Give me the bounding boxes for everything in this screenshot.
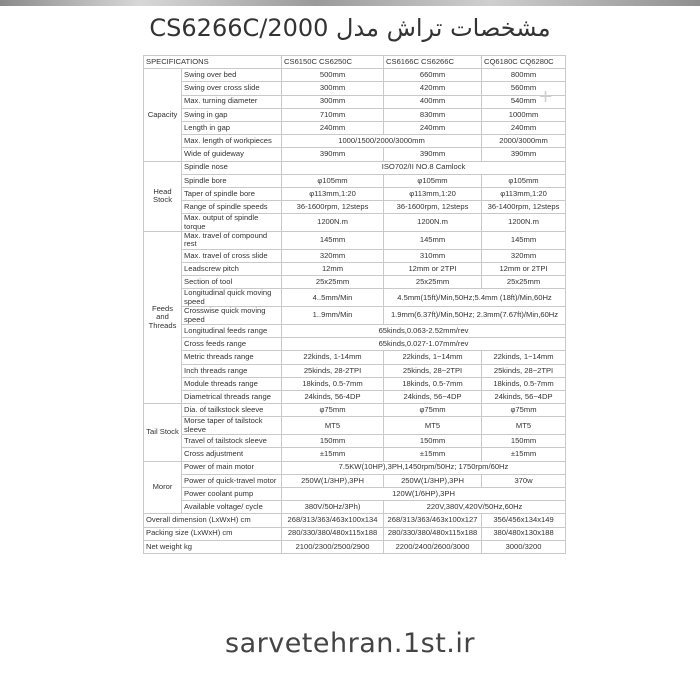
value-cell: 310mm (384, 249, 482, 262)
row-label: Available voltage/ cycle (182, 501, 282, 514)
value-cell: 25kinds, 28-2TPI (282, 364, 384, 377)
value-cell: 36-1600rpm, 12steps (282, 201, 384, 214)
value-cell: 24kinds, 56~4DP (482, 391, 566, 404)
value-cell: 356/456x134x149 (482, 514, 566, 527)
row-label: Inch threads range (182, 364, 282, 377)
table-row (144, 351, 566, 364)
table-header-row (144, 56, 566, 69)
value-cell: MT5 (482, 417, 566, 435)
value-cell: 2200/2400/2600/3000 (384, 540, 482, 553)
table-row (144, 391, 566, 404)
row-label: Diametrical threads range (182, 391, 282, 404)
value-cell: 390mm (482, 148, 566, 161)
value-cell: 300mm (282, 95, 384, 108)
row-label: Cross adjustment (182, 448, 282, 461)
spec-table-body (144, 56, 566, 554)
row-label: Power of main motor (182, 461, 282, 474)
row-label: Packing size (LxWxH) cm (144, 527, 282, 540)
value-cell: φ105mm (384, 174, 482, 187)
row-label: Max. output of spindle torque (182, 214, 282, 232)
value-cell: 22kinds, 1~14mm (482, 351, 566, 364)
value-cell: 145mm (384, 232, 482, 250)
value-cell: φ75mm (482, 404, 566, 417)
table-row (144, 69, 566, 82)
value-cell: 145mm (482, 232, 566, 250)
value-cell: 390mm (384, 148, 482, 161)
table-row (144, 289, 566, 307)
value-cell: 7.5KW(10HP),3PH,1450rpm/50Hz; 1750rpm/60Hz (282, 461, 566, 474)
group-label: Capacity (144, 69, 182, 161)
value-cell: φ113mm,1:20 (384, 187, 482, 200)
value-cell: 300mm (282, 82, 384, 95)
value-cell: ±15mm (482, 448, 566, 461)
value-cell: 2100/2300/2500/2900 (282, 540, 384, 553)
table-row (144, 435, 566, 448)
row-label: Spindle bore (182, 174, 282, 187)
table-row (144, 148, 566, 161)
value-cell: φ105mm (282, 174, 384, 187)
value-cell: 280/330/380/480x115x188 (384, 527, 482, 540)
value-cell: 660mm (384, 69, 482, 82)
value-cell: 370w (482, 474, 566, 487)
row-label: Longitudinal quick moving speed (182, 289, 282, 307)
value-cell: 12mm or 2TPI (482, 263, 566, 276)
value-cell: 25x25mm (282, 276, 384, 289)
value-cell: 250W(1/3HP),3PH (282, 474, 384, 487)
table-row (144, 448, 566, 461)
table-row (144, 108, 566, 121)
value-cell: 1000mm (482, 108, 566, 121)
value-cell: 25kinds, 28~2TPI (482, 364, 566, 377)
value-cell: 150mm (282, 435, 384, 448)
value-cell: 268/313/363/463x100x134 (282, 514, 384, 527)
value-cell: 25x25mm (482, 276, 566, 289)
value-cell: 250W(1/3HP),3PH (384, 474, 482, 487)
value-cell: 320mm (282, 249, 384, 262)
value-cell: 2000/3000mm (482, 135, 566, 148)
value-cell: 380/480x130x188 (482, 527, 566, 540)
value-cell: 22kinds, 1-14mm (282, 351, 384, 364)
table-row (144, 174, 566, 187)
row-label: Spindle nose (182, 161, 282, 174)
value-cell: 1200N.m (482, 214, 566, 232)
row-label: Power coolant pump (182, 487, 282, 500)
table-row (144, 325, 566, 338)
table-row (144, 263, 566, 276)
table-row (144, 377, 566, 390)
value-cell: 24kinds, 56~4DP (384, 391, 482, 404)
table-row (144, 232, 566, 250)
value-cell: ±15mm (384, 448, 482, 461)
row-label: Range of spindle speeds (182, 201, 282, 214)
value-cell: 12mm (282, 263, 384, 276)
row-label: Net weight kg (144, 540, 282, 553)
value-cell: 145mm (282, 232, 384, 250)
header-model-2: CS6166C CS6266C (384, 56, 482, 69)
table-row (144, 121, 566, 134)
page-title: مشخصات تراش مدل CS6266C/2000 (149, 14, 551, 42)
value-cell: 1..9mm/Min (282, 307, 384, 325)
value-cell: 150mm (482, 435, 566, 448)
value-cell: 150mm (384, 435, 482, 448)
value-cell: 25x25mm (384, 276, 482, 289)
value-cell: ISO702/II NO.8 Camlock (282, 161, 566, 174)
row-label: Length in gap (182, 121, 282, 134)
value-cell: 24kinds, 56-4DP (282, 391, 384, 404)
table-row (144, 461, 566, 474)
row-label: Max. turning diameter (182, 95, 282, 108)
table-row (144, 201, 566, 214)
value-cell: 560mm (482, 82, 566, 95)
table-row (144, 276, 566, 289)
row-label: Section of tool (182, 276, 282, 289)
row-label: Dia. of tailkstock sleeve (182, 404, 282, 417)
table-row (144, 514, 566, 527)
value-cell: 830mm (384, 108, 482, 121)
table-row (144, 487, 566, 500)
table-row (144, 95, 566, 108)
table-row (144, 249, 566, 262)
header-specifications: SPECIFICATIONS (144, 56, 282, 69)
row-label: Taper of spindle bore (182, 187, 282, 200)
row-label: Module threads range (182, 377, 282, 390)
table-row (144, 474, 566, 487)
table-row (144, 540, 566, 553)
value-cell: 240mm (384, 121, 482, 134)
value-cell: 18kinds, 0.5-7mm (282, 377, 384, 390)
row-label: Power of quick-travel motor (182, 474, 282, 487)
row-label: Max. travel of compound rest (182, 232, 282, 250)
table-row (144, 417, 566, 435)
row-label: Crosswise quick moving speed (182, 307, 282, 325)
value-cell: 500mm (282, 69, 384, 82)
row-label: Leadscrew pitch (182, 263, 282, 276)
value-cell: 240mm (482, 121, 566, 134)
value-cell: φ105mm (482, 174, 566, 187)
table-row (144, 135, 566, 148)
value-cell: 36-1600rpm, 12steps (384, 201, 482, 214)
group-label: Feeds and Threads (144, 232, 182, 404)
row-label: Max. length of workpieces (182, 135, 282, 148)
row-label: Swing in gap (182, 108, 282, 121)
table-row (144, 187, 566, 200)
value-cell: 3000/3200 (482, 540, 566, 553)
value-cell: 220V,380V,420V/50Hz,60Hz (384, 501, 566, 514)
value-cell: 710mm (282, 108, 384, 121)
header-model-3: CQ6180C CQ6280C (482, 56, 566, 69)
row-label: Swing over cross slide (182, 82, 282, 95)
value-cell: 1000/1500/2000/3000mm (282, 135, 482, 148)
value-cell: 4.5mm(15ft)/Min,50Hz;5.4mm (18ft)/Min,60Hz (384, 289, 566, 307)
value-cell: MT5 (384, 417, 482, 435)
value-cell: 240mm (282, 121, 384, 134)
group-label: Head Stock (144, 161, 182, 232)
value-cell: 65kinds,0.063-2.52mm/rev (282, 325, 566, 338)
value-cell: 1.9mm(6.37ft)/Min,50Hz; 2.3mm(7.67ft)/Min,60Hz (384, 307, 566, 325)
value-cell: φ113mm,1:20 (282, 187, 384, 200)
table-row (144, 161, 566, 174)
row-label: Wide of guideway (182, 148, 282, 161)
value-cell: φ113mm,1:20 (482, 187, 566, 200)
value-cell: ±15mm (282, 448, 384, 461)
value-cell: 25kinds, 28~2TPI (384, 364, 482, 377)
row-label: Morse taper of tailstock sleeve (182, 417, 282, 435)
value-cell: 18kinds, 0.5-7mm (384, 377, 482, 390)
watermark-text: sarvetehran.1st.ir (225, 628, 475, 659)
value-cell: 400mm (384, 95, 482, 108)
value-cell: 22kinds, 1~14mm (384, 351, 482, 364)
table-row (144, 82, 566, 95)
value-cell: 800mm (482, 69, 566, 82)
group-label: Tail Stock (144, 404, 182, 461)
value-cell: 280/330/380/480x115x188 (282, 527, 384, 540)
row-label: Travel of tailstock sleeve (182, 435, 282, 448)
value-cell: 120W(1/6HP),3PH (282, 487, 566, 500)
table-row (144, 214, 566, 232)
value-cell: 12mm or 2TPI (384, 263, 482, 276)
table-row (144, 364, 566, 377)
value-cell: 380V/50Hz/3Ph) (282, 501, 384, 514)
table-row (144, 527, 566, 540)
value-cell: 36-1400rpm, 12steps (482, 201, 566, 214)
table-row (144, 404, 566, 417)
group-label: Moror (144, 461, 182, 514)
value-cell: 4..5mm/Min (282, 289, 384, 307)
row-label: Metric threads range (182, 351, 282, 364)
value-cell: 1200N.m (384, 214, 482, 232)
table-row (144, 501, 566, 514)
value-cell: 540mm (482, 95, 566, 108)
value-cell: 320mm (482, 249, 566, 262)
plus-icon: + (538, 86, 554, 107)
row-label: Longitudinal feeds range (182, 325, 282, 338)
top-image-strip (0, 0, 700, 6)
value-cell: 18kinds, 0.5-7mm (482, 377, 566, 390)
value-cell: 65kinds,0.027-1.07mm/rev (282, 338, 566, 351)
row-label: Max. travel of cross slide (182, 249, 282, 262)
row-label: Swing over bed (182, 69, 282, 82)
value-cell: 1200N.m (282, 214, 384, 232)
table-row (144, 338, 566, 351)
value-cell: MT5 (282, 417, 384, 435)
value-cell: 420mm (384, 82, 482, 95)
spec-table (143, 55, 566, 554)
table-row (144, 307, 566, 325)
header-model-1: CS6150C CS6250C (282, 56, 384, 69)
value-cell: 268/313/363/463x100x127 (384, 514, 482, 527)
row-label: Cross feeds range (182, 338, 282, 351)
value-cell: φ75mm (282, 404, 384, 417)
row-label: Overall dimension (LxWxH) cm (144, 514, 282, 527)
value-cell: 390mm (282, 148, 384, 161)
value-cell: φ75mm (384, 404, 482, 417)
